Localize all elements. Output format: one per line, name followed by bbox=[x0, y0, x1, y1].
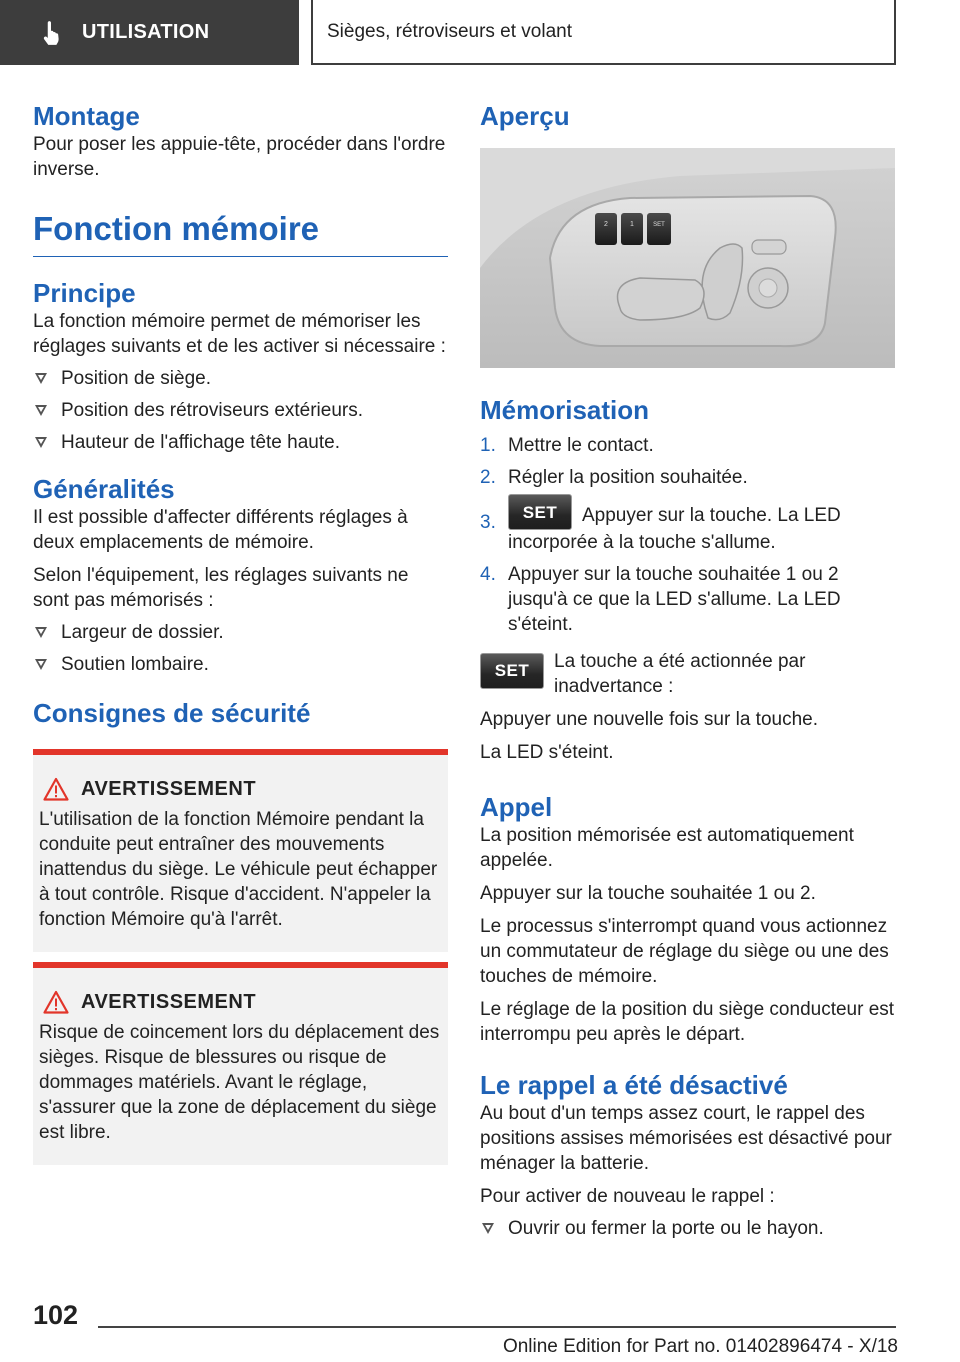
chapter-title: Sièges, rétroviseurs et volant bbox=[311, 0, 896, 65]
list-item: Ouvrir ou fermer la porte ou le hayon. bbox=[480, 1216, 895, 1241]
warning-text: L'utilisation de la fonction Mémoire pendant la conduite peut entraîner des mouvements inattendus du siège. Le véhicule peut échapper à tout contrôle. Risque d'accident. N'appeler la fonction Mémoire qu'à l'arrêt. bbox=[39, 809, 438, 930]
generalites-text-1: Il est possible d'affecter différents réglages à deux emplacements de mémoire. bbox=[33, 507, 408, 553]
montage-text: Pour poser les appuie-tête, procéder dans l'ordre inverse. bbox=[33, 134, 446, 180]
recall-text-2: Pour activer de nouveau le rappel : bbox=[480, 1186, 775, 1207]
triangle-bullet-icon bbox=[35, 659, 47, 670]
svg-text:SET: SET bbox=[653, 222, 665, 228]
memory-button-2 bbox=[595, 213, 617, 245]
warning-triangle-icon bbox=[43, 990, 69, 1014]
edition-footer: Online Edition for Part no. 01402896474 - X/18 bbox=[502, 1336, 898, 1357]
safety-heading: Consignes de sécurité bbox=[33, 698, 311, 728]
triangle-bullet-icon bbox=[35, 373, 47, 384]
triangle-bullet-icon bbox=[35, 627, 47, 638]
list-item: Position des rétroviseurs extérieurs. bbox=[33, 398, 448, 423]
triangle-bullet-icon bbox=[35, 437, 47, 448]
seat-controls-photo bbox=[480, 148, 895, 368]
memorisation-after-1: Appuyer une nouvelle fois sur la touche. bbox=[480, 709, 818, 730]
svg-text:2: 2 bbox=[604, 221, 608, 228]
inadvertent-text: La touche a été actionnée par inadvertance : bbox=[554, 651, 806, 697]
inadvertent-note bbox=[480, 649, 895, 699]
warning-text: Risque de coincement lors du déplacement des sièges. Risque de blessures ou risque de dommages matériels. Avant le réglage, s'assurer que la zone de déplacement du siège est libre. bbox=[39, 1022, 440, 1143]
appel-text-2: Appuyer sur la touche souhaitée 1 ou 2. bbox=[480, 883, 816, 904]
recall-list bbox=[480, 1216, 895, 1241]
generalites-list bbox=[33, 620, 448, 677]
warning-label: AVERTISSEMENT bbox=[81, 990, 257, 1013]
warning-box bbox=[33, 962, 448, 1165]
list-item: 3. SET Appuyer sur la touche. La LED incorporée à la touche s'allume. bbox=[480, 502, 895, 555]
triangle-bullet-icon bbox=[482, 1223, 494, 1234]
warning-label: AVERTISSEMENT bbox=[81, 777, 257, 800]
triangle-bullet-icon bbox=[35, 405, 47, 416]
warning-triangle-icon bbox=[43, 777, 69, 801]
memorisation-heading: Mémorisation bbox=[480, 395, 650, 425]
appel-text-1: La position mémorisée est automatiquement appelée. bbox=[480, 825, 854, 871]
left-column bbox=[33, 100, 448, 1165]
page-number: 102 bbox=[33, 1300, 79, 1330]
appel-text-3: Le processus s'interrompt quand vous actionnez un commutateur de réglage du siège ou une des touches de mémoire. bbox=[480, 916, 889, 987]
svg-text:1: 1 bbox=[630, 221, 634, 228]
warning-box bbox=[33, 749, 448, 952]
memorisation-steps bbox=[480, 433, 895, 637]
list-item: 1. Mettre le contact. bbox=[480, 435, 654, 456]
recall-text-1: Au bout d'un temps assez court, le rappel des positions assises mémorisées est désactivé pour ménager la batterie. bbox=[480, 1103, 892, 1174]
principe-list bbox=[33, 366, 448, 455]
apercu-heading: Aperçu bbox=[480, 101, 570, 131]
list-item: Largeur de dossier. bbox=[33, 620, 448, 645]
recall-disabled-heading: Le rappel a été désactivé bbox=[480, 1070, 788, 1100]
chapter-tab-label: UTILISATION bbox=[82, 21, 210, 43]
set-button-icon: SET bbox=[480, 653, 544, 689]
list-item: Hauteur de l'affichage tête haute. bbox=[33, 430, 448, 455]
footer-divider bbox=[98, 1326, 896, 1328]
principe-text: La fonction mémoire permet de mémoriser les réglages suivants et de les activer si nécessaire : bbox=[33, 311, 446, 357]
hand-pointer-icon bbox=[38, 20, 64, 46]
montage-heading: Montage bbox=[33, 101, 140, 131]
appel-text-4: Le réglage de la position du siège conducteur est interrompu peu après le départ. bbox=[480, 999, 895, 1045]
right-column bbox=[480, 100, 895, 1241]
principe-heading: Principe bbox=[33, 278, 136, 308]
list-item: 4. Appuyer sur la touche souhaitée 1 ou 2 jusqu'à ce que la LED s'allume. La LED s'éteint. bbox=[480, 564, 841, 635]
headrest-switch bbox=[752, 240, 786, 254]
chapter-tab bbox=[0, 0, 299, 65]
generalites-text-2: Selon l'équipement, les réglages suivants ne sont pas mémorisés : bbox=[33, 565, 409, 611]
memory-function-heading: Fonction mémoire bbox=[33, 208, 448, 257]
list-item: Position de siège. bbox=[33, 366, 448, 391]
generalites-heading: Généralités bbox=[33, 474, 175, 504]
seat-cushion-switch bbox=[618, 278, 705, 320]
list-item: 2. Régler la position souhaitée. bbox=[480, 467, 748, 488]
list-item: Soutien lombaire. bbox=[33, 652, 448, 677]
memorisation-after-2: La LED s'éteint. bbox=[480, 742, 614, 763]
set-button-icon: SET bbox=[508, 494, 572, 530]
memory-button-1 bbox=[621, 213, 643, 245]
seat-controls-illustration bbox=[480, 148, 895, 368]
appel-heading: Appel bbox=[480, 792, 553, 822]
memory-set-button bbox=[647, 213, 671, 245]
